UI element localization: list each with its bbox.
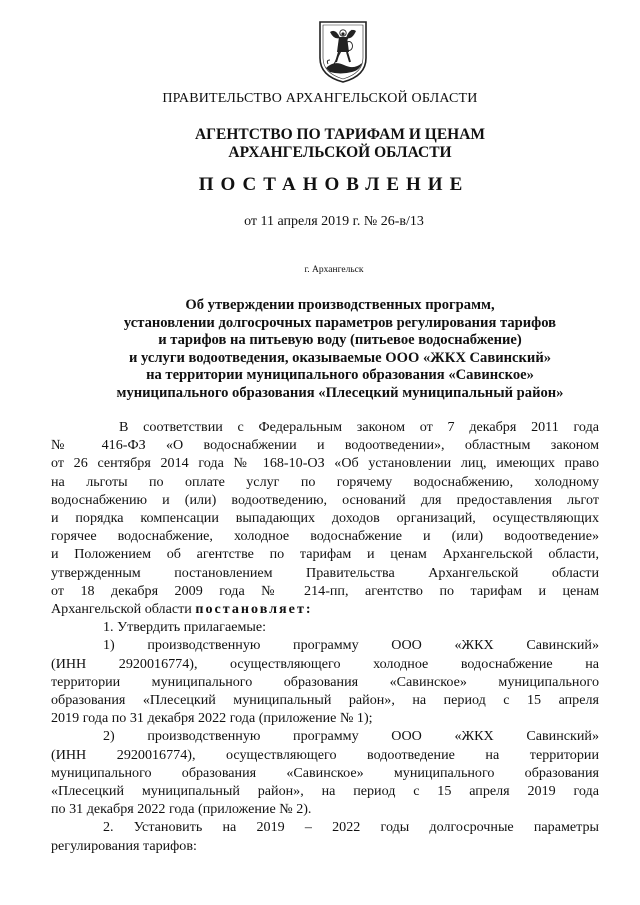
body-line: № 416-ФЗ «О водоснабжении и водоотведении», областным законом — [51, 437, 599, 454]
body-line: от 26 сентября 2014 года № 168-10-ОЗ «Об установлении лиц, имеющих право — [51, 455, 599, 472]
document-title — [20, 297, 640, 403]
body-line: (ИНН 2920016774), осуществляющего водоотведение на территории — [51, 746, 599, 763]
body-line: 2019 года по 31 декабря 2022 года (приложение № 1); — [51, 710, 373, 727]
list-item: 1) производственную программу ООО «ЖКХ Савинский» — [103, 637, 599, 654]
body-line: территории муниципального образования «Савинское» муниципального — [51, 673, 599, 690]
body-line: и Положением об агентстве по тарифам и ценам Архангельской области, — [51, 546, 599, 563]
agency-name-line1: АГЕНТСТВО ПО ТАРИФАМ И ЦЕНАМ — [194, 126, 486, 143]
body-line-start: Архангельской области — [51, 601, 192, 618]
title-line: и тарифов на питьевую воду (питьевое водоснабжение) — [158, 332, 522, 349]
title-line: муниципального образования «Плесецкий муниципальный район» — [116, 384, 564, 401]
agency-name-line2: АРХАНГЕЛЬСКОЙ ОБЛАСТИ — [228, 144, 452, 161]
body-line: по 31 декабря 2022 года (приложение № 2). — [51, 801, 312, 818]
body-line: на льготы по оплате услуг по горячему водоснабжению, холодному — [51, 473, 599, 490]
list-item: 2. Установить на 2019 – 2022 годы долгосрочные параметры — [103, 819, 599, 836]
title-line: и услуги водоотведения, оказываемые ООО «ЖКХ Савинский» — [128, 349, 552, 366]
body-line: и порядка компенсации выпадающих доходов организаций, осуществляющих — [51, 510, 599, 527]
agency-name — [20, 126, 640, 162]
document-city: г. Архангельск — [304, 265, 364, 275]
title-line: установлении долгосрочных параметров регулирования тарифов — [123, 314, 557, 331]
body-line: В соответствии с Федеральным законом от 7 декабря 2011 года — [119, 419, 599, 435]
body-line: горячее водоснабжение, холодное водоснабжение и (или) водоотведение» — [51, 528, 599, 545]
body-line: водоснабжению и (или) водоотведению, оснований для предоставления льгот — [51, 491, 599, 508]
body-line: утвержденным постановлением Правительства Архангельской области — [51, 564, 599, 581]
body-line: образования «Плесецкий муниципальный район», на период с 15 апреля — [51, 692, 599, 709]
document-type-heading: ПОСТАНОВЛЕНИЕ — [198, 174, 470, 195]
body-line — [51, 600, 599, 618]
government-name: ПРАВИТЕЛЬСТВО АРХАНГЕЛЬСКОЙ ОБЛАСТИ — [162, 91, 478, 106]
coat-of-arms-emblem — [316, 18, 370, 84]
document-body — [51, 418, 599, 855]
body-line: «Плесецкий муниципальный район», на период с 15 апреля 2019 года — [51, 783, 599, 800]
body-line: муниципального образования «Савинское» муниципального образования — [51, 764, 599, 781]
body-line: регулирования тарифов: — [51, 837, 197, 854]
resolves-keyword: постановляет: — [195, 601, 313, 618]
body-line: от 18 декабря 2009 года № 214-пп, агентство по тарифам и ценам — [51, 582, 599, 599]
document-date-number: от 11 апреля 2019 г. № 26-в/13 — [244, 214, 424, 229]
title-line: на территории муниципального образования «Савинское» — [146, 367, 534, 384]
title-line: Об утверждении производственных программ, — [185, 297, 495, 313]
list-item: 1. Утвердить прилагаемые: — [103, 619, 267, 636]
list-item: 2) производственную программу ООО «ЖКХ Савинский» — [103, 728, 599, 745]
body-line: (ИНН 2920016774), осуществляющего холодное водоснабжение на — [51, 655, 599, 672]
